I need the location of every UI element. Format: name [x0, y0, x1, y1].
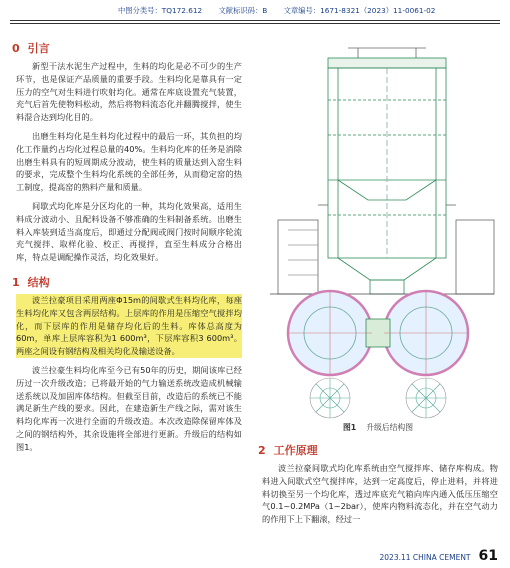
section-2-title: 2 工作原理 [258, 444, 318, 457]
section-1-title: 1 结构 [12, 275, 50, 289]
left-column [12, 40, 242, 460]
section-1-paragraph: 波兰拉豪项目采用两座Φ15m的间歇式生料均化库，每座生料均化库又包含两层结构。上层库的作用是压缩空气搅拌均化，而下层库的作用是储存均化后的生料。库体总高度为60m，单库上层库容积为1 600m³，下层库容积3 600m³。两座之间设有钢结构及相关均化及输送设备。 [16, 294, 242, 357]
silo-upper-plan [288, 291, 468, 375]
section-2-paragraph: 波兰拉豪间歇式均化库系统由空气搅拌库、储存库构成。物料进入间歇式空气搅拌库，达到一定高度后，停止进料，并将进料切换至另一个均化库，透过库底充气箱向库内通入低压压缩空气0.1~0.2MPa（1~2bar），使库内物料流态化，并在空气动力的作用下上下翻滚，经过一 [262, 463, 498, 525]
article-header [118, 6, 500, 16]
section-0-paragraph: 间歇式均化库是分区均化的一种，其均化效果高，适用生料成分波动小、且配料设备不够准确的生料制备系统。出磨生料入库装到适当高度后，即通过分配阀或阀门按时间顺序轮流充气搅拌、取样化验、校正、再搅拌，直至生料成分合格出库，特点是调配操作灵活，均化效果好。 [16, 200, 242, 263]
silo-drawings [258, 40, 498, 420]
article-number: 文章编号：1671-8321（2023）11-0061-02 [283, 6, 436, 15]
document-code: 文献标识码：B [218, 6, 268, 15]
silo-bottom-plan [310, 378, 446, 418]
figure-caption: 图1 升级后结构图 [342, 423, 413, 432]
clc-number: 中图分类号：TQ172.612 [118, 6, 203, 15]
section-1-paragraph: 波兰拉豪生料均化库至今已有50年的历史，期间该库已经历过一次升级改造；已将最开始的气力输送系统改造成机械输送系统以及加固库体结构。但截至目前，改造后的系统已不能满足新生产线的要求。因此，在建造新生产线之际，需对该生料均化库再一次进行全面的升级改造。本次改造除保留库体及之间的钢结构外，其余设施将全部进行更新。升级后的结构如图1。 [16, 364, 242, 452]
page-footer [380, 548, 498, 564]
section-0-title: 0 引言 [12, 42, 50, 55]
structure-figure [258, 40, 498, 420]
header-rule-top [10, 20, 500, 21]
section-0-paragraph: 出磨生料均化是生料均化过程中的最后一环，其负担的均化工作量约占均化过程总量的40%。生料均化库的任务是消除出磨生料具有的短周期成分波动，使生料的质量达到入窑生料的要求，完成整个生料均化系统的全部任务，从而稳定窑的热工制度，提高窑的熟料产量和质量。 [16, 130, 242, 193]
header-rule-bottom [10, 23, 500, 24]
silo-elevation-drawing [270, 48, 494, 294]
section-0-paragraph: 新型干法水泥生产过程中，生料的均化是必不可少的生产环节，也是保证产品质量的重要手段。生料均化是靠具有一定压力的空气对生料进行吹射均化。通常在库底设置充气装置，充气后首先使物料松动，然后将物料流态化并翻腾搅拌，使生料混合达到均化目的。 [16, 61, 242, 123]
right-column [258, 442, 498, 532]
page-number: 61 [478, 548, 498, 564]
journal-name: 2023.11 CHINA CEMENT [379, 553, 471, 562]
